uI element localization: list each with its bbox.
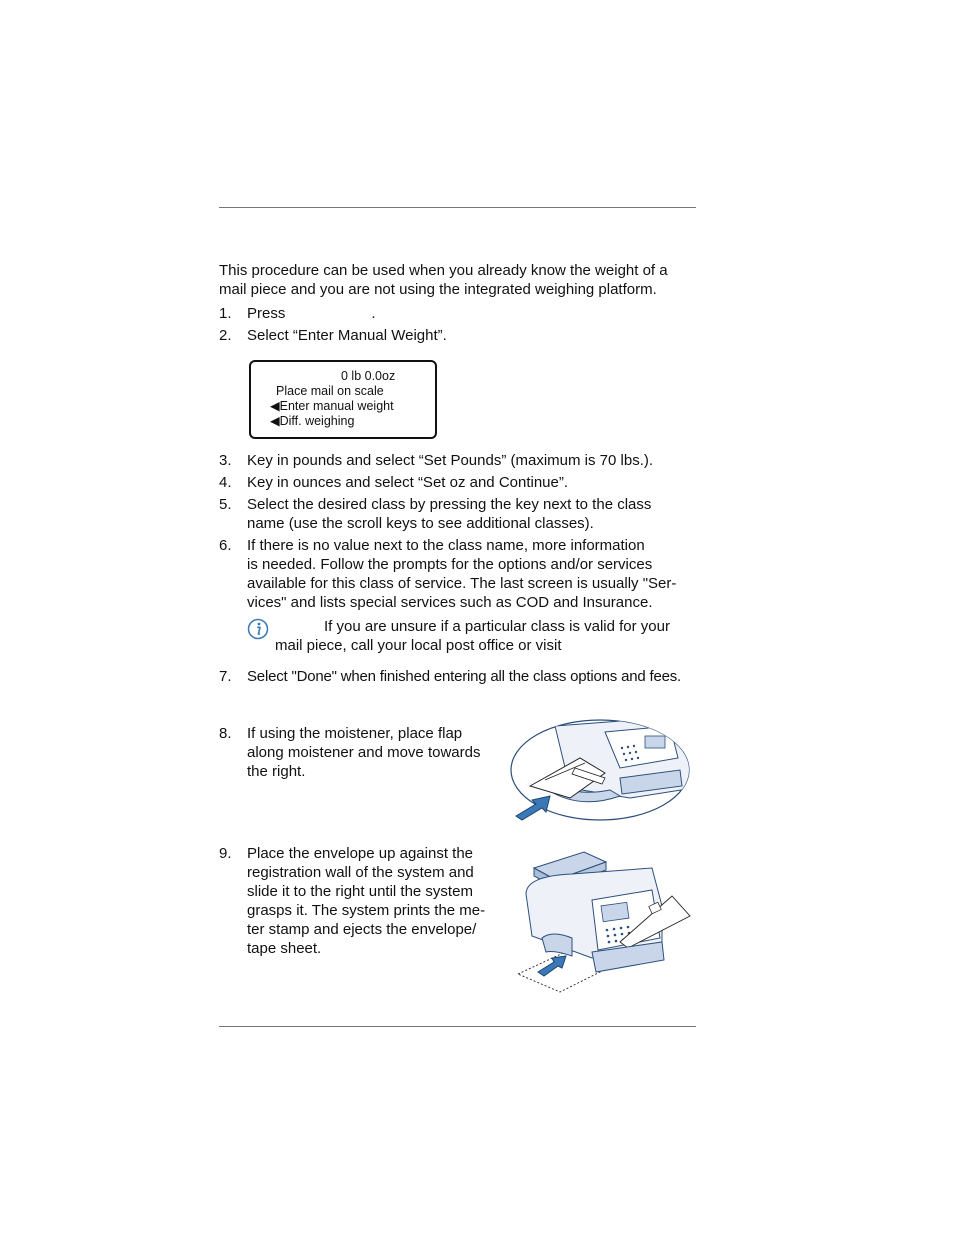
moistener-illustration [510,718,694,822]
lcd-weight: 0 lb 0.0oz [341,369,396,383]
lcd-display [249,360,437,439]
lcd-line-3: ◀Diff. weighing [270,414,355,428]
header-rule [219,207,696,208]
note-line-2: mail piece, call your local post office or visit [275,637,562,654]
lcd-line-1: Place mail on scale [276,384,384,398]
footer-rule [219,1026,696,1027]
note-line-1: If you are unsure if a particular class is valid for your [324,618,670,635]
mailing-machine-illustration [512,846,694,994]
lcd-line-2: ◀Enter manual weight [270,399,394,413]
intro-paragraph: This procedure can be used when you already know the weight of a mail piece and you are not using the integrated weighing platform. [219,262,668,298]
info-icon [247,618,269,640]
